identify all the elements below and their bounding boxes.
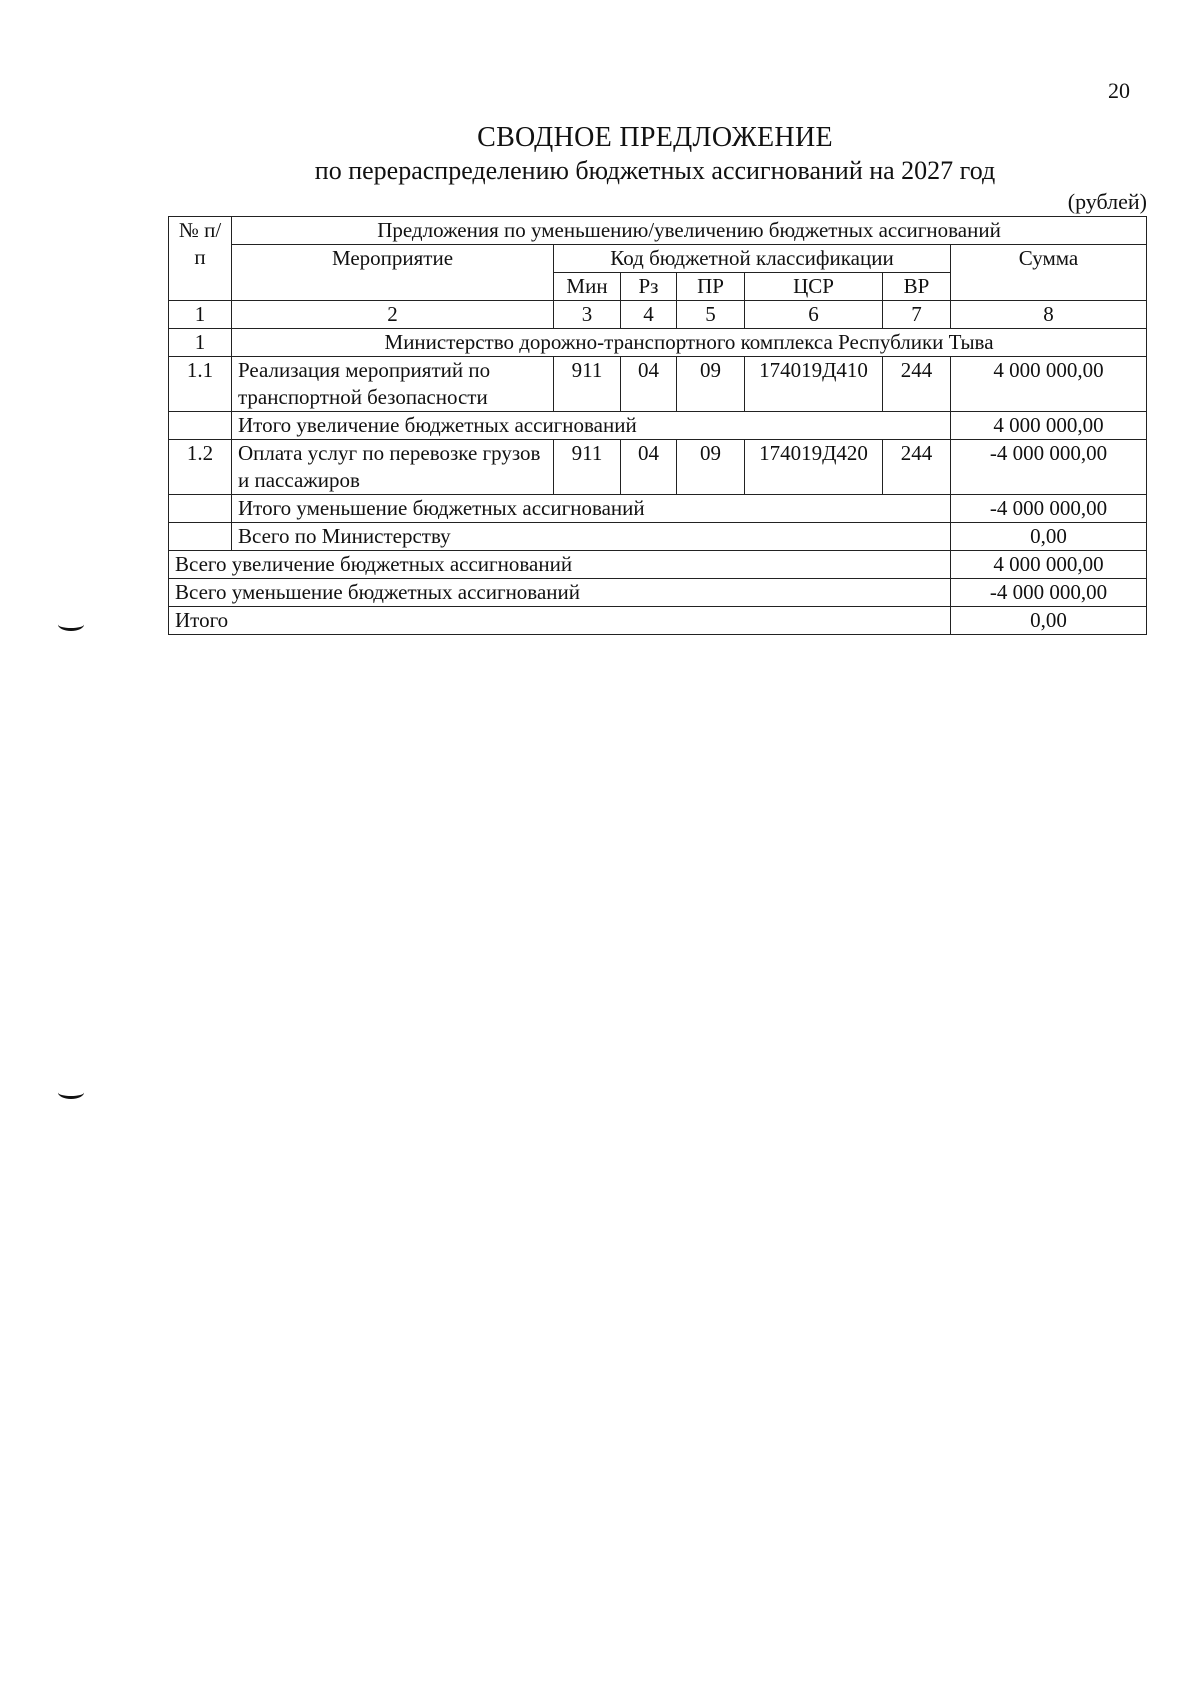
- header-pr: ПР: [677, 273, 745, 301]
- col-number: 5: [677, 301, 745, 329]
- document-subtitle: по перераспределению бюджетных ассигнований на 2027 год: [314, 156, 996, 185]
- ministry-name: Министерство дорожно-транспортного комплекса Республики Тыва: [232, 329, 1147, 357]
- col-number: 3: [554, 301, 621, 329]
- col-number: 8: [951, 301, 1147, 329]
- header-row-1: [169, 217, 1147, 245]
- row-vr: 244: [883, 440, 951, 495]
- ministry-row: [169, 329, 1147, 357]
- header-proposals: Предложения по уменьшению/увеличению бюджетных ассигнований: [232, 217, 1147, 245]
- units-label: (рублей): [1067, 189, 1147, 214]
- total-increase-sum: 4 000 000,00: [951, 551, 1147, 579]
- ministry-num: 1: [169, 329, 232, 357]
- col-number: 4: [621, 301, 677, 329]
- col-number: 2: [232, 301, 554, 329]
- table-row: [169, 440, 1147, 495]
- scan-punch-mark: [58, 1086, 84, 1099]
- col-number: 7: [883, 301, 951, 329]
- header-csr: ЦСР: [745, 273, 883, 301]
- ministry-total-row: [169, 523, 1147, 551]
- row-min: 911: [554, 440, 621, 495]
- header-vr: ВР: [883, 273, 951, 301]
- row-num: 1.2: [169, 440, 232, 495]
- row-vr: 244: [883, 357, 951, 412]
- col-number: 6: [745, 301, 883, 329]
- row-sum: 4 000 000,00: [951, 357, 1147, 412]
- row-min: 911: [554, 357, 621, 412]
- header-min: Мин: [554, 273, 621, 301]
- table-row: [169, 357, 1147, 412]
- row-sum: -4 000 000,00: [951, 440, 1147, 495]
- subtotal-increase-label: Итого увеличение бюджетных ассигнований: [232, 412, 951, 440]
- subtotal-increase-row: [169, 412, 1147, 440]
- row-rz: 04: [621, 357, 677, 412]
- row-num: 1.1: [169, 357, 232, 412]
- budget-table: [168, 216, 1147, 635]
- row-pr: 09: [677, 440, 745, 495]
- column-number-row: [169, 301, 1147, 329]
- row-pr: 09: [677, 357, 745, 412]
- total-increase-row: [169, 551, 1147, 579]
- ministry-total-sum: 0,00: [951, 523, 1147, 551]
- total-decrease-sum: -4 000 000,00: [951, 579, 1147, 607]
- header-sum: Сумма: [951, 245, 1147, 301]
- row-event: Реализация мероприятий по транспортной безопасности: [232, 357, 554, 412]
- row-event: Оплата услуг по перевозке грузов и пассажиров: [232, 440, 554, 495]
- page-number: 20: [1108, 78, 1130, 103]
- total-decrease-row: [169, 579, 1147, 607]
- grand-total-sum: 0,00: [951, 607, 1147, 635]
- empty-cell: [169, 412, 232, 440]
- header-num: № п/п: [169, 217, 232, 301]
- row-csr: 174019Д410: [745, 357, 883, 412]
- subtotal-decrease-label: Итого уменьшение бюджетных ассигнований: [232, 495, 951, 523]
- row-csr: 174019Д420: [745, 440, 883, 495]
- document-title: СВОДНОЕ ПРЕДЛОЖЕНИЕ: [477, 122, 833, 153]
- grand-total-row: [169, 607, 1147, 635]
- ministry-total-label: Всего по Министерству: [232, 523, 951, 551]
- row-rz: 04: [621, 440, 677, 495]
- header-event: Мероприятие: [232, 245, 554, 301]
- header-rz: Рз: [621, 273, 677, 301]
- grand-total-label: Итого: [169, 607, 951, 635]
- header-row-2: [169, 245, 1147, 273]
- subtotal-decrease-row: [169, 495, 1147, 523]
- total-decrease-label: Всего уменьшение бюджетных ассигнований: [169, 579, 951, 607]
- header-kbk: Код бюджетной классификации: [554, 245, 951, 273]
- total-increase-label: Всего увеличение бюджетных ассигнований: [169, 551, 951, 579]
- subtotal-increase-sum: 4 000 000,00: [951, 412, 1147, 440]
- empty-cell: [169, 495, 232, 523]
- subtotal-decrease-sum: -4 000 000,00: [951, 495, 1147, 523]
- empty-cell: [169, 523, 232, 551]
- col-number: 1: [169, 301, 232, 329]
- scan-punch-mark: [58, 618, 84, 631]
